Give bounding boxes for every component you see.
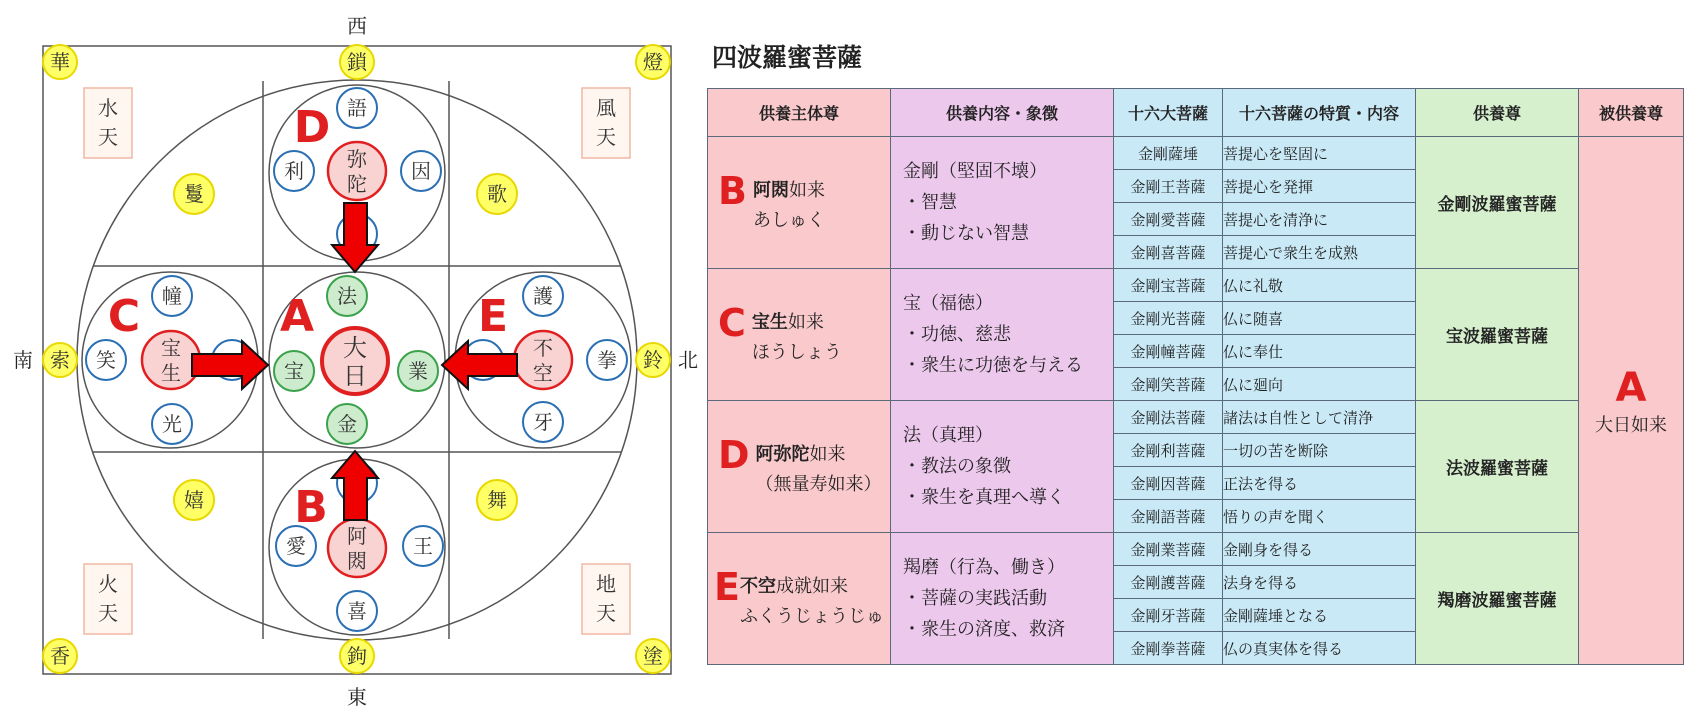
north-letter: E [477, 291, 509, 342]
direction-east: 東 [347, 685, 367, 708]
content-line: ・衆生に功徳を与える [903, 355, 1083, 376]
content-line: ・功徳、慈悲 [903, 324, 1011, 345]
bodhisattva-cell: 金剛喜菩薩 [1114, 236, 1223, 269]
subject-name-bold: 阿弥陀 [755, 443, 810, 465]
header-subject: 供養主体尊 [708, 89, 891, 137]
deva-water-line2: 天 [98, 125, 118, 149]
subject-cell [708, 137, 891, 269]
direction-north: 北 [678, 348, 698, 372]
content-line: ・衆生の済度、救済 [903, 619, 1065, 640]
header-bodhisattva: 十六大菩薩 [1114, 89, 1223, 137]
content-line: ・教法の象徴 [903, 456, 1011, 477]
content-cell [891, 137, 1114, 269]
south-bottom-label: 光 [162, 412, 182, 436]
table-row [708, 401, 1684, 434]
subject-name-rest: 如来 [809, 443, 846, 465]
east-left-label: 愛 [286, 534, 306, 558]
west-letter: D [293, 102, 331, 153]
feature-cell: 菩提心で衆生を成熟 [1223, 236, 1416, 269]
feature-cell: 悟りの声を聞く [1223, 500, 1416, 533]
south-left-label: 笑 [96, 348, 116, 372]
table-row [708, 269, 1684, 302]
subject-name-bold: 阿閦 [752, 179, 789, 201]
recipient-letter: A [1615, 364, 1647, 411]
subject-cell [708, 533, 891, 665]
content-line: ・動じない智慧 [903, 223, 1029, 244]
bodhisattva-cell: 金剛法菩薩 [1114, 401, 1223, 434]
corner-top-left-label: 華 [50, 50, 70, 74]
bodhisattva-cell: 金剛牙菩薩 [1114, 599, 1223, 632]
inner-bottom-right-label: 舞 [487, 488, 507, 512]
center-left-label: 宝 [284, 359, 304, 383]
deva-earth-line1: 地 [596, 572, 616, 596]
table-title: 四波羅蜜菩薩 [712, 43, 863, 72]
bodhisattva-cell: 金剛因菩薩 [1114, 467, 1223, 500]
direction-south: 南 [13, 348, 33, 372]
corner-top-right-label: 燈 [643, 50, 663, 74]
corner-bottom-right-label: 塗 [643, 644, 663, 668]
bodhisattva-cell: 金剛語菩薩 [1114, 500, 1223, 533]
content-line: ・衆生を真理へ導く [903, 487, 1065, 508]
content-line: 羯磨（行為、働き） [903, 557, 1065, 578]
content-line: ・智慧 [903, 192, 957, 213]
offering-cell: 羯磨波羅蜜菩薩 [1416, 533, 1579, 665]
content-line: 宝（福徳） [903, 293, 993, 314]
west-main-line2: 陀 [347, 172, 367, 196]
north-bottom-label: 牙 [533, 410, 553, 434]
bodhisattva-cell: 金剛利菩薩 [1114, 434, 1223, 467]
south-letter: C [107, 291, 141, 342]
feature-cell: 金剛身を得る [1223, 533, 1416, 566]
content-line: ・菩薩の実践活動 [903, 588, 1047, 609]
feature-cell: 菩提心を清浄に [1223, 203, 1416, 236]
north-main-line1: 不 [533, 336, 553, 360]
west-right-label: 因 [411, 159, 431, 183]
bodhisattva-cell: 金剛業菩薩 [1114, 533, 1223, 566]
inner-bottom-left-label: 嬉 [184, 488, 204, 512]
recipient-name: 大日如来 [1595, 414, 1667, 436]
subject-letter: C [718, 300, 746, 345]
north-top-label: 護 [533, 284, 553, 308]
east-main-line1: 阿 [347, 524, 367, 548]
bodhisattva-cell: 金剛薩埵 [1114, 137, 1223, 170]
bodhisattva-table [707, 88, 1684, 665]
east-right-label: 王 [413, 534, 433, 558]
feature-cell: 一切の苦を断除 [1223, 434, 1416, 467]
feature-cell: 仏に随喜 [1223, 302, 1416, 335]
feature-cell: 菩提心を堅固に [1223, 137, 1416, 170]
center-group [274, 276, 438, 444]
east-letter: B [294, 482, 328, 533]
west-left-label: 利 [284, 159, 304, 183]
south-main-line2: 生 [161, 361, 181, 385]
header-offering: 供養尊 [1416, 89, 1579, 137]
subject-letter: B [718, 168, 747, 213]
subject-name-bold: 不空 [739, 575, 776, 597]
center-down-label: 金 [337, 412, 357, 436]
south-top-label: 幢 [162, 284, 182, 308]
bodhisattva-cell: 金剛宝菩薩 [1114, 269, 1223, 302]
offering-cell: 金剛波羅蜜菩薩 [1416, 137, 1579, 269]
subject-name-rest: 如来 [788, 179, 825, 201]
table-row [708, 137, 1684, 170]
content-cell [891, 269, 1114, 401]
inner-top-left-label: 鬘 [184, 182, 204, 206]
content-line: 金剛（堅固不壊） [903, 161, 1047, 182]
feature-cell: 仏の真実体を得る [1223, 632, 1416, 665]
subject-cell [708, 269, 891, 401]
deva-wind-line1: 風 [596, 96, 616, 120]
south-main-line1: 宝 [161, 336, 181, 360]
recipient-cell [1579, 137, 1684, 665]
center-letter: A [279, 291, 315, 342]
gate-right-label: 鈴 [643, 348, 663, 372]
feature-cell: 諸法は自性として清浄 [1223, 401, 1416, 434]
offering-cell: 宝波羅蜜菩薩 [1416, 269, 1579, 401]
bodhisattva-cell: 金剛王菩薩 [1114, 170, 1223, 203]
direction-west: 西 [347, 14, 367, 38]
header-content: 供養内容・象徴 [891, 89, 1114, 137]
feature-cell: 仏に廻向 [1223, 368, 1416, 401]
west-main-line1: 弥 [347, 147, 367, 171]
center-main-line1: 大 [343, 334, 367, 362]
feature-cell: 仏に礼敬 [1223, 269, 1416, 302]
deva-earth-line2: 天 [596, 601, 616, 625]
bodhisattva-cell: 金剛護菩薩 [1114, 566, 1223, 599]
subject-letter: E [714, 564, 740, 609]
inner-top-right-label: 歌 [487, 182, 507, 206]
offering-cell: 法波羅蜜菩薩 [1416, 401, 1579, 533]
gate-left-label: 索 [50, 348, 70, 372]
north-main-line2: 空 [533, 361, 553, 385]
feature-cell: 仏に奉仕 [1223, 335, 1416, 368]
subject-reading: ほうしょう [751, 341, 842, 363]
feature-cell: 法身を得る [1223, 566, 1416, 599]
content-line: 法（真理） [903, 425, 993, 446]
table-header-row [708, 89, 1684, 137]
gate-bottom-label: 鉤 [347, 644, 367, 668]
bodhisattva-cell: 金剛愛菩薩 [1114, 203, 1223, 236]
content-cell [891, 401, 1114, 533]
gate-top-label: 鎖 [347, 50, 367, 74]
deva-water-line1: 水 [98, 96, 118, 120]
bodhisattva-cell: 金剛光菩薩 [1114, 302, 1223, 335]
feature-cell: 正法を得る [1223, 467, 1416, 500]
bodhisattva-cell: 金剛幢菩薩 [1114, 335, 1223, 368]
east-bottom-label: 喜 [347, 599, 367, 623]
north-right-label: 拳 [597, 348, 617, 372]
center-right-label: 業 [408, 359, 428, 383]
subject-reading: あしゅく [752, 209, 825, 231]
subject-reading: （無量寿如来） [755, 473, 882, 495]
subject-reading: ふくうじょうじゅ [739, 605, 884, 627]
subject-cell [708, 401, 891, 533]
mandala-diagram [0, 0, 700, 708]
header-feature: 十六菩薩の特質・内容 [1223, 89, 1416, 137]
content-cell [891, 533, 1114, 665]
subject-name-rest: 如来 [787, 311, 824, 333]
subject-name-rest: 成就如来 [775, 575, 848, 597]
west-top-label: 語 [347, 96, 367, 120]
bodhisattva-cell: 金剛拳菩薩 [1114, 632, 1223, 665]
table-row [708, 533, 1684, 566]
deva-fire-line1: 火 [98, 572, 118, 596]
corner-bottom-left-label: 香 [50, 644, 70, 668]
feature-cell: 金剛薩埵となる [1223, 599, 1416, 632]
center-up-label: 法 [337, 284, 357, 308]
deva-fire-line2: 天 [98, 601, 118, 625]
deva-wind-line2: 天 [596, 125, 616, 149]
bodhisattva-cell: 金剛笑菩薩 [1114, 368, 1223, 401]
header-recipient: 被供養尊 [1579, 89, 1684, 137]
subject-name-bold: 宝生 [751, 311, 788, 333]
center-main-line2: 日 [343, 362, 367, 390]
feature-cell: 菩提心を発揮 [1223, 170, 1416, 203]
east-main-line2: 閦 [347, 549, 367, 573]
subject-letter: D [718, 432, 750, 477]
